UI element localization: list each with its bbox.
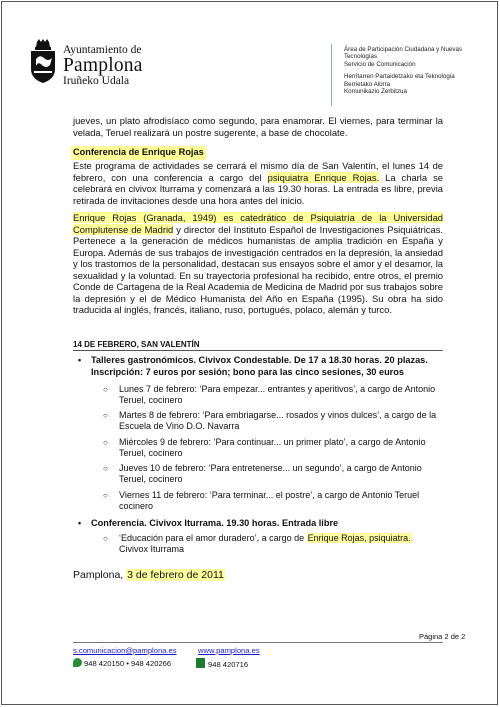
bullet-dot-icon: • (78, 518, 82, 528)
session-text: Jueves 10 de febrero: ‘Para entretenerse... un segundo’, a cargo de Antonio Teruel, cocinero (119, 463, 422, 485)
session-text: Viernes 11 de febrero: ‘Para terminar... el postre’, a cargo de Antonio Teruel cocinero (119, 490, 420, 512)
date-section-heading: 14 DE FEBRERO, SAN VALENTÍN (73, 340, 443, 351)
circle-bullet-icon: ○ (103, 438, 108, 447)
bullet-dot-icon: • (78, 355, 82, 365)
org-name-block (63, 44, 143, 87)
session-item (103, 410, 439, 432)
conference-text-b: La charla se celebrará en civivox Iturrama y comenzará a las 19.30 horas. La entrada es libre, previa retirada de invitaciones desde una hora antes del inicio. (73, 171, 443, 206)
department-block (344, 46, 489, 95)
fax-icon (196, 658, 205, 668)
conference-heading: Conferencia de Enrique Rojas (71, 146, 206, 160)
place-text: Pamplona, (73, 569, 127, 581)
talk-highlight: Enrique Rojas, psiquiatra. (307, 533, 411, 543)
circle-bullet-icon: ○ (103, 411, 108, 420)
document-page (1, 1, 498, 705)
footer-divider (73, 642, 443, 643)
date-highlight: 3 de febrero de 2011 (127, 569, 224, 581)
footer-email[interactable] (73, 646, 177, 656)
coat-of-arms-logo (28, 39, 58, 83)
phone-icon (73, 658, 82, 667)
web-link[interactable]: www.pamplona.es (198, 646, 260, 655)
talk-text-pre: ‘Educación para el amor duradero’, a cargo de (119, 533, 307, 543)
footer-web[interactable] (198, 646, 260, 656)
conference-text-a: Este programa de actividades se cerrará el mismo día de San Valentín, el lunes 14 de febrero, con una conferencia a cargo del (73, 160, 443, 183)
session-item (103, 490, 439, 512)
circle-bullet-icon: ○ (103, 385, 108, 394)
circle-bullet-icon: ○ (103, 534, 108, 543)
dept-es-line2: Tecnologías (344, 53, 378, 61)
page-number: Página 2 de 2 (419, 632, 466, 641)
session-item (103, 463, 439, 485)
session-item (103, 384, 439, 406)
circle-bullet-icon: ○ (103, 491, 108, 500)
fax-text: 948 420716 (208, 660, 249, 669)
conference-highlight: psiquiatra Enrique Rojas. (267, 171, 380, 183)
intro-paragraph: jueves, un plato afrodisíaco como segundo, para enamorar. El viernes, para terminar la velada, Teruel realizará un postre sugerente, a base de chocolate. (73, 115, 443, 138)
session-text: Martes 8 de febrero: ‘Para embriagarse... rosados y vinos dulces’, a cargo de la Escuela de Vino D.O. Navarra (119, 410, 437, 432)
session-text: Miércoles 9 de febrero: ‘Para continuar... un primer plato’, a cargo de Antonio Teruel, cocinero (119, 437, 426, 459)
dept-eu-line3: Komunikazio Zerbitzua (344, 88, 407, 96)
conference-paragraph (73, 160, 443, 206)
talk-item (103, 533, 439, 555)
biography-paragraph (73, 212, 443, 316)
dept-eu-line2: Berrietako Alorra (344, 80, 391, 88)
org-name-line2: Pamplona (63, 55, 143, 76)
conference-bullet-text: Conferencia. Civivox Iturrama. 19.30 horas. Entrada libre (91, 518, 339, 528)
org-name-line1: Ayuntamiento de (63, 44, 142, 56)
session-text: Lunes 7 de febrero: ‘Para empezar... entrantes y aperitivos’, a cargo de Antonio Teruel, cocinero (119, 384, 436, 406)
talk-text-post: Civivox Iturrama (119, 544, 185, 555)
org-name-line3: Iruñeko Udala (63, 75, 130, 87)
workshops-text: Talleres gastronómicos. Civivox Condestable. De 17 a 18.30 horas. 20 plazas. Inscripción: 7 euros por sesión; bono para las cinco sesiones, 30 euros (91, 355, 428, 377)
phones-text: 948 420150 • 948 420266 (84, 659, 172, 668)
biography-text: y director del Instituto Español de Investigaciones Psiquiátricas. Pertenece a la generación de médicos humanistas de amplia tradición en España y Europa. Además de sus trabajos de investigación centrados en la depresión, la ansiedad y los trastornos de la personalidad, destacan sus ensayos sobre el amor y el desamor, la sexualidad y la voluntad. En su trayectoria profesional ha recibido, entre otros, el premio Conde de Cartagena de la Real Academia de Medicina de Madrid por sus trabajos sobre la depresión y el de Médico Humanista del Año en España (1995). Su obra ha sido traducida al inglés, francés, italiano, ruso, portugués, polaco, alemán y turco. (73, 223, 443, 315)
session-item (103, 437, 439, 459)
place-date-line (73, 569, 225, 581)
footer-fax (196, 658, 248, 670)
footer-phones (73, 658, 171, 669)
dept-es-line1: Área de Participación Ciudadana y Nuevas (344, 46, 462, 53)
dept-eu-line1: Herritarren Partaidetzako eta Teknologia (344, 73, 455, 81)
conference-heading-wrap (73, 146, 443, 160)
header-divider (331, 44, 332, 106)
email-link[interactable]: s.comunicacion@pamplona.es (73, 646, 177, 655)
circle-bullet-icon: ○ (103, 464, 108, 473)
dept-es-line3: Servicio de Comunicación (344, 60, 416, 68)
biography-highlight: Enrique Rojas (Granada, 1949) es catedrático de Psiquiatría de la Universidad Complutense de Madrid (73, 212, 443, 235)
